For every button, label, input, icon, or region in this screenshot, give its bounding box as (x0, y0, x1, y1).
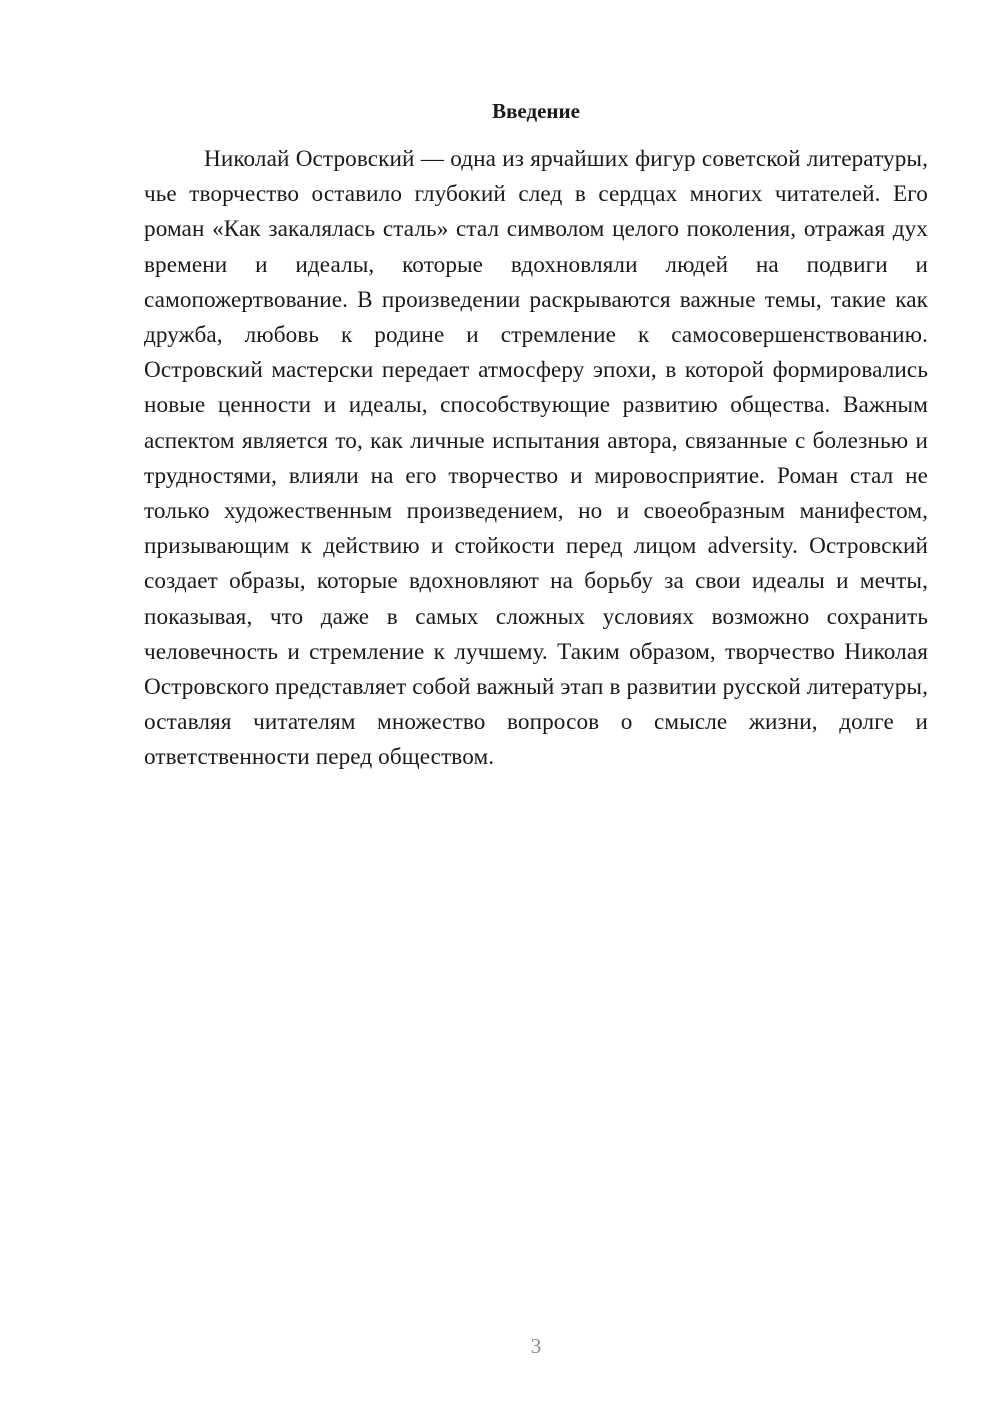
section-heading: Введение (492, 99, 580, 123)
body-paragraph: Николай Островский — одна из ярчайших фигур советской литературы, чье творчество оставило глубокий след в сердцах многих читателей. Его роман «Как закалялась сталь» стал символом целого поколения, отражая дух времени и идеалы, которые вдохновляли людей на подвиги и самопожертвование. В произведении раскрываются важные темы, такие как дружба, любовь к родине и стремление к самосовершенствованию. Островский мастерски передает атмосферу эпохи, в которой формировались новые ценности и идеалы, способствующие развитию общества. Важным аспектом является то, как личные испытания автора, связанные с болезнью и трудностями, влияли на его творчество и мировосприятие. Роман стал не только художественным произведением, но и своеобразным манифестом, призывающим к действию и стойкости перед лицом adversity. Островский создает образы, которые вдохновляют на борьбу за свои идеалы и мечты, показывая, что даже в самых сложных условиях возможно сохранить человечность и стремление к лучшему. Таким образом, творчество Николая Островского представляет собой важный этап в развитии русской литературы, оставляя читателям множество вопросов о смысле жизни, долге и ответственности перед обществом. (144, 146, 928, 771)
page-number: 3 (530, 1334, 542, 1358)
